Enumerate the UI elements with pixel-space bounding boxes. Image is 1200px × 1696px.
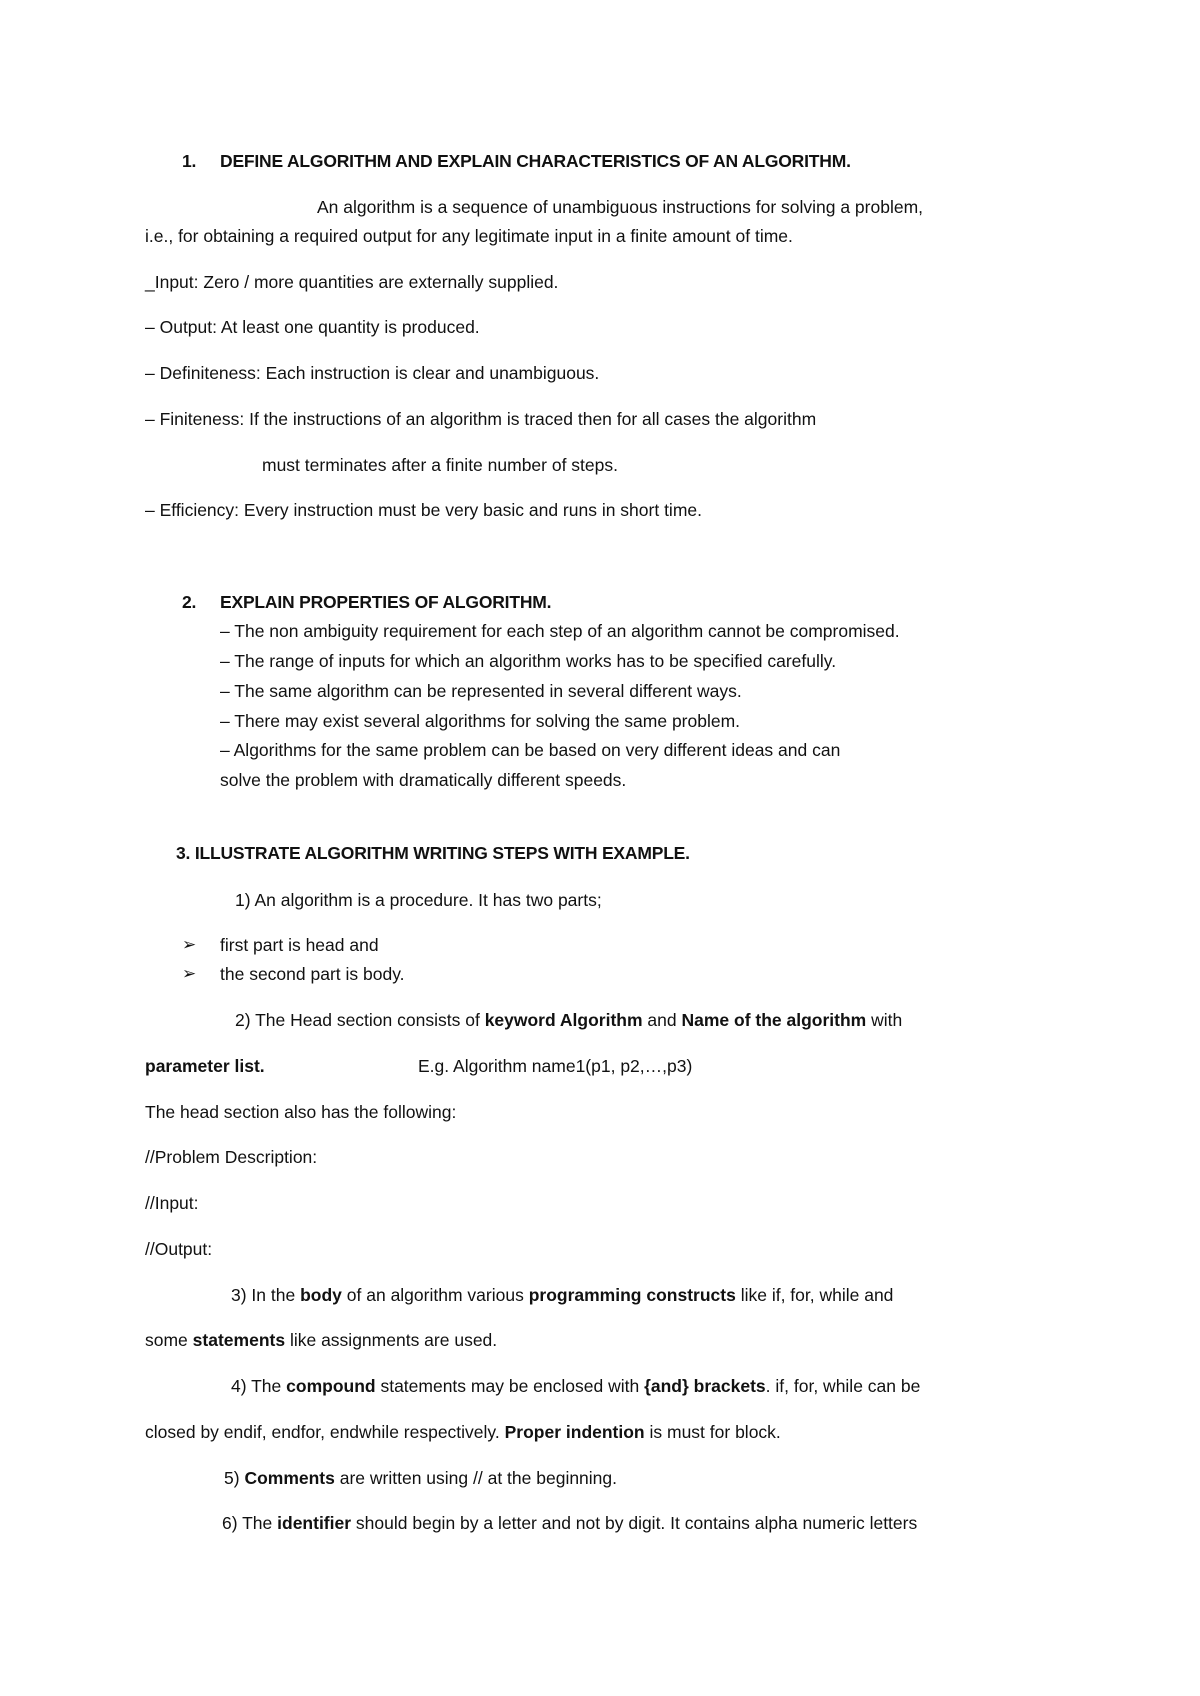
bullet-item-head: first part is head and <box>220 935 379 955</box>
section-2-number: 2. <box>182 592 197 612</box>
step-4-bold-indention: Proper indention <box>504 1422 645 1442</box>
characteristic-definiteness: – Definiteness: Each instruction is clear and unambiguous. <box>145 363 600 383</box>
step-4-line-2 <box>145 1421 781 1443</box>
step-3-prefix: 3) In the <box>231 1285 296 1305</box>
step-3-line-2-prefix: some <box>145 1330 188 1350</box>
section-1-intro-line-1: An algorithm is a sequence of unambiguous instructions for solving a problem, <box>317 197 924 217</box>
step-4-line-2-suffix: is must for block. <box>649 1422 781 1442</box>
arrow-bullet-icon: ➢ <box>182 935 197 954</box>
characteristic-output: – Output: At least one quantity is produced. <box>145 317 480 337</box>
step-2-prefix: 2) The Head section consists of <box>235 1010 480 1030</box>
step-2-line-1 <box>235 1009 902 1031</box>
property-item: – The non ambiguity requirement for each step of an algorithm cannot be compromised. <box>220 621 900 641</box>
step-3-bold-constructs: programming constructs <box>528 1285 736 1305</box>
step-2-parameter-list: parameter list. <box>145 1056 265 1076</box>
property-item: – The range of inputs for which an algorithm works has to be specified carefully. <box>220 651 837 671</box>
arrow-bullet-icon: ➢ <box>182 964 197 983</box>
property-item: – Algorithms for the same problem can be based on very different ideas and can <box>220 740 841 760</box>
step-2-bold-name: Name of the algorithm <box>681 1010 867 1030</box>
characteristic-finiteness-cont: must terminates after a finite number of steps. <box>262 455 618 475</box>
bullet-item-body: the second part is body. <box>220 964 405 984</box>
step-4-line-2-prefix: closed by endif, endfor, endwhile respectively. <box>145 1422 500 1442</box>
step-4-mid: statements may be enclosed with <box>380 1376 640 1396</box>
step-4-suffix: . if, for, while can be <box>765 1376 921 1396</box>
step-2-bold-keyword: keyword Algorithm <box>484 1010 643 1030</box>
step-3-suffix: like if, for, while and <box>740 1285 894 1305</box>
property-item: – There may exist several algorithms for solving the same problem. <box>220 711 741 731</box>
comment-output: //Output: <box>145 1239 213 1259</box>
comment-problem-description: //Problem Description: <box>145 1147 318 1167</box>
step-5-prefix: 5) <box>224 1468 240 1488</box>
step-2-mid: and <box>647 1010 677 1030</box>
property-item: – The same algorithm can be represented in several different ways. <box>220 681 742 701</box>
step-6-prefix: 6) The <box>222 1513 273 1533</box>
section-1-heading: DEFINE ALGORITHM AND EXPLAIN CHARACTERISTICS OF AN ALGORITHM. <box>220 151 851 171</box>
head-section-also: The head section also has the following: <box>145 1102 457 1122</box>
section-2-heading: EXPLAIN PROPERTIES OF ALGORITHM. <box>220 592 552 612</box>
comment-input: //Input: <box>145 1193 199 1213</box>
step-5-suffix: are written using // at the beginning. <box>339 1468 618 1488</box>
step-2-suffix: with <box>871 1010 903 1030</box>
step-3-line-2-suffix: like assignments are used. <box>289 1330 498 1350</box>
step-3-mid: of an algorithm various <box>346 1285 524 1305</box>
step-6-suffix: should begin by a letter and not by digit. It contains alpha numeric letters <box>355 1513 918 1533</box>
step-5-bold-comments: Comments <box>244 1468 335 1488</box>
section-1-intro-line-2: i.e., for obtaining a required output for any legitimate input in a finite amount of time. <box>145 226 793 246</box>
step-2-example: E.g. Algorithm name1(p1, p2,…,p3) <box>418 1056 693 1076</box>
property-item: solve the problem with dramatically different speeds. <box>220 770 627 790</box>
step-4-bold-compound: compound <box>286 1376 376 1396</box>
step-4-line-1 <box>231 1375 920 1397</box>
step-4-prefix: 4) The <box>231 1376 282 1396</box>
section-3-heading: 3. ILLUSTRATE ALGORITHM WRITING STEPS WITH EXAMPLE. <box>176 843 690 863</box>
characteristic-input: _Input: Zero / more quantities are externally supplied. <box>145 272 559 292</box>
characteristic-efficiency: – Efficiency: Every instruction must be very basic and runs in short time. <box>145 500 702 520</box>
step-1: 1) An algorithm is a procedure. It has two parts; <box>235 890 602 910</box>
step-6 <box>222 1512 917 1534</box>
step-3-bold-body: body <box>300 1285 342 1305</box>
section-1-number: 1. <box>182 151 197 171</box>
characteristic-finiteness: – Finiteness: If the instructions of an algorithm is traced then for all cases the algorithm <box>145 409 817 429</box>
step-6-bold-identifier: identifier <box>277 1513 352 1533</box>
step-3-line-1 <box>231 1284 893 1306</box>
step-3-bold-statements: statements <box>192 1330 286 1350</box>
step-4-bold-brackets: {and} brackets <box>644 1376 766 1396</box>
step-3-line-2 <box>145 1329 497 1351</box>
step-5 <box>224 1467 617 1489</box>
